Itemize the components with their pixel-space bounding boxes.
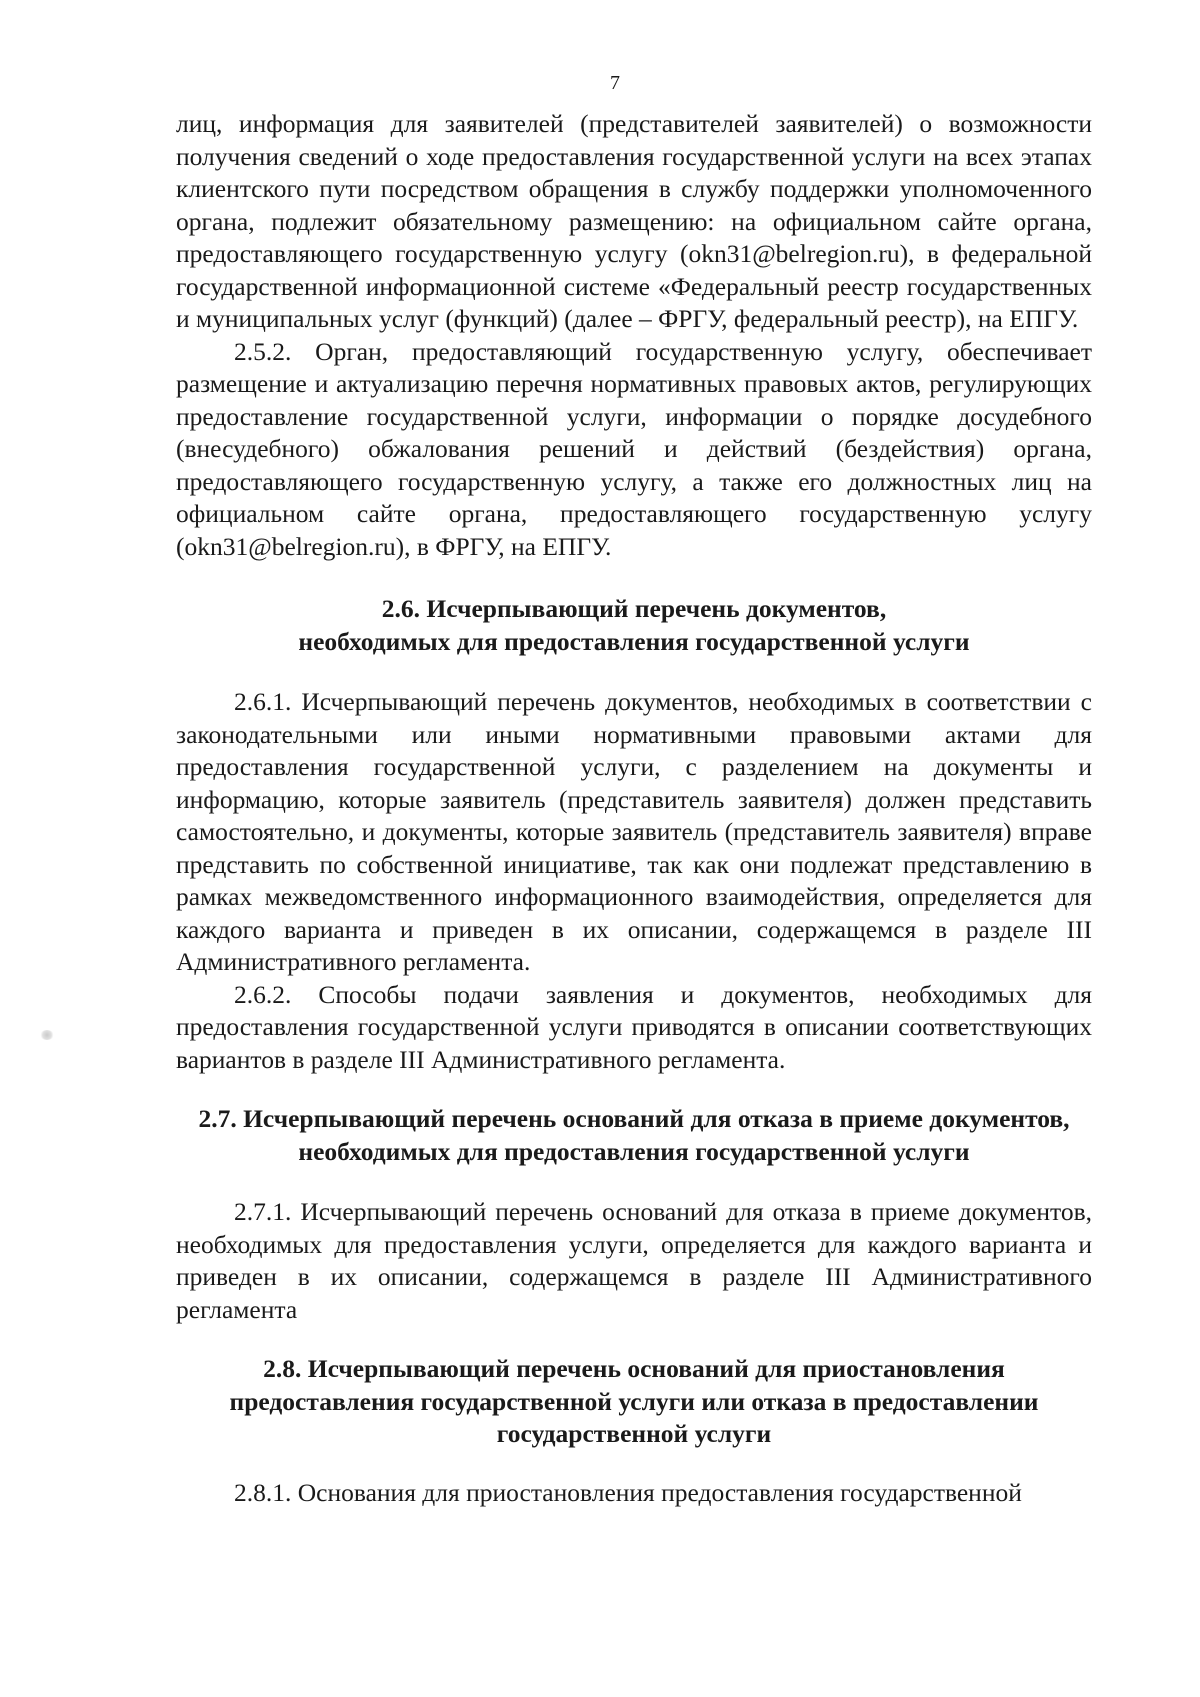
heading-2-8 xyxy=(176,1353,1092,1451)
heading-2-6 xyxy=(176,593,1092,658)
heading-2-7 xyxy=(176,1103,1092,1168)
page-number: 7 xyxy=(610,72,620,94)
paragraph-2-5-2: 2.5.2. Орган, предоставляющий государственную услугу, обеспечивает размещение и актуализацию перечня нормативных правовых актов, регулирующих предоставление государственной услуги, информации о порядке досудебного (внесудебного) обжалования решений и действий (бездействия) органа, предоставляющего государственную услугу, а также его должностных лиц на официальном сайте органа, предоставляющего государственную услугу (okn31@belregion.ru), в ФРГУ, на ЕПГУ. xyxy=(176,336,1092,561)
paragraph-continuation: лиц, информация для заявителей (представителей заявителей) о возможности получения сведений о ходе предоставления государственной услуги на всех этапах клиентского пути посредством обращения в службу поддержки уполномоченного органа, подлежит обязательному размещению: на официальном сайте органа, предоставляющего государственную услугу (okn31@belregion.ru), в федеральной государственной информационной системе «Федеральный реестр государственных и муниципальных услуг (функций) (далее – ФРГУ, федеральный реестр), на ЕПГУ. xyxy=(176,109,1092,333)
heading-2-8-line-2: предоставления государственной услуги или отказа в предоставлении xyxy=(229,1386,1039,1416)
page-content xyxy=(176,108,1092,1509)
heading-2-8-line-3: государственной услуги xyxy=(496,1419,772,1448)
paragraph-2-6-2: 2.6.2. Способы подачи заявления и документов, необходимых для предоставления государственной услуги приводятся в описании соответствующих вариантов в разделе III Административного регламента. xyxy=(176,979,1092,1074)
heading-2-6-line-2: необходимых для предоставления государственной услуги xyxy=(298,626,970,656)
paragraph-2-8-1: 2.8.1. Основания для приостановления предоставления государственной xyxy=(234,1477,1022,1507)
heading-2-8-line-1: 2.8. Исчерпывающий перечень оснований для приостановления xyxy=(263,1354,1005,1383)
paragraph-2-7-1: 2.7.1. Исчерпывающий перечень оснований для отказа в приеме документов, необходимых для предоставления услуги, определяется для каждого варианта и приведен в их описании, содержащемся в разделе III Административного регламента xyxy=(176,1197,1092,1324)
heading-2-7-line-2: необходимых для предоставления государственной услуги xyxy=(298,1136,970,1166)
heading-2-6-line-1: 2.6. Исчерпывающий перечень документов, xyxy=(381,594,887,623)
heading-2-7-line-1: 2.7. Исчерпывающий перечень оснований для отказа в приеме документов, xyxy=(198,1104,1070,1133)
scan-speck xyxy=(40,1030,54,1040)
paragraph-2-6-1: 2.6.1. Исчерпывающий перечень документов, необходимых в соответствии с законодательными или иными нормативными правовыми актами для предоставления государственной услуги, с разделением на документы и информацию, которые заявитель (представитель заявителя) должен представить самостоятельно, и документы, которые заявитель (представитель заявителя) вправе представить по собственной инициативе, так как они подлежат представлению в рамках межведомственного информационного взаимодействия, определяется для каждого варианта и приведен в их описании, содержащемся в разделе III Административного регламента. xyxy=(176,687,1092,976)
